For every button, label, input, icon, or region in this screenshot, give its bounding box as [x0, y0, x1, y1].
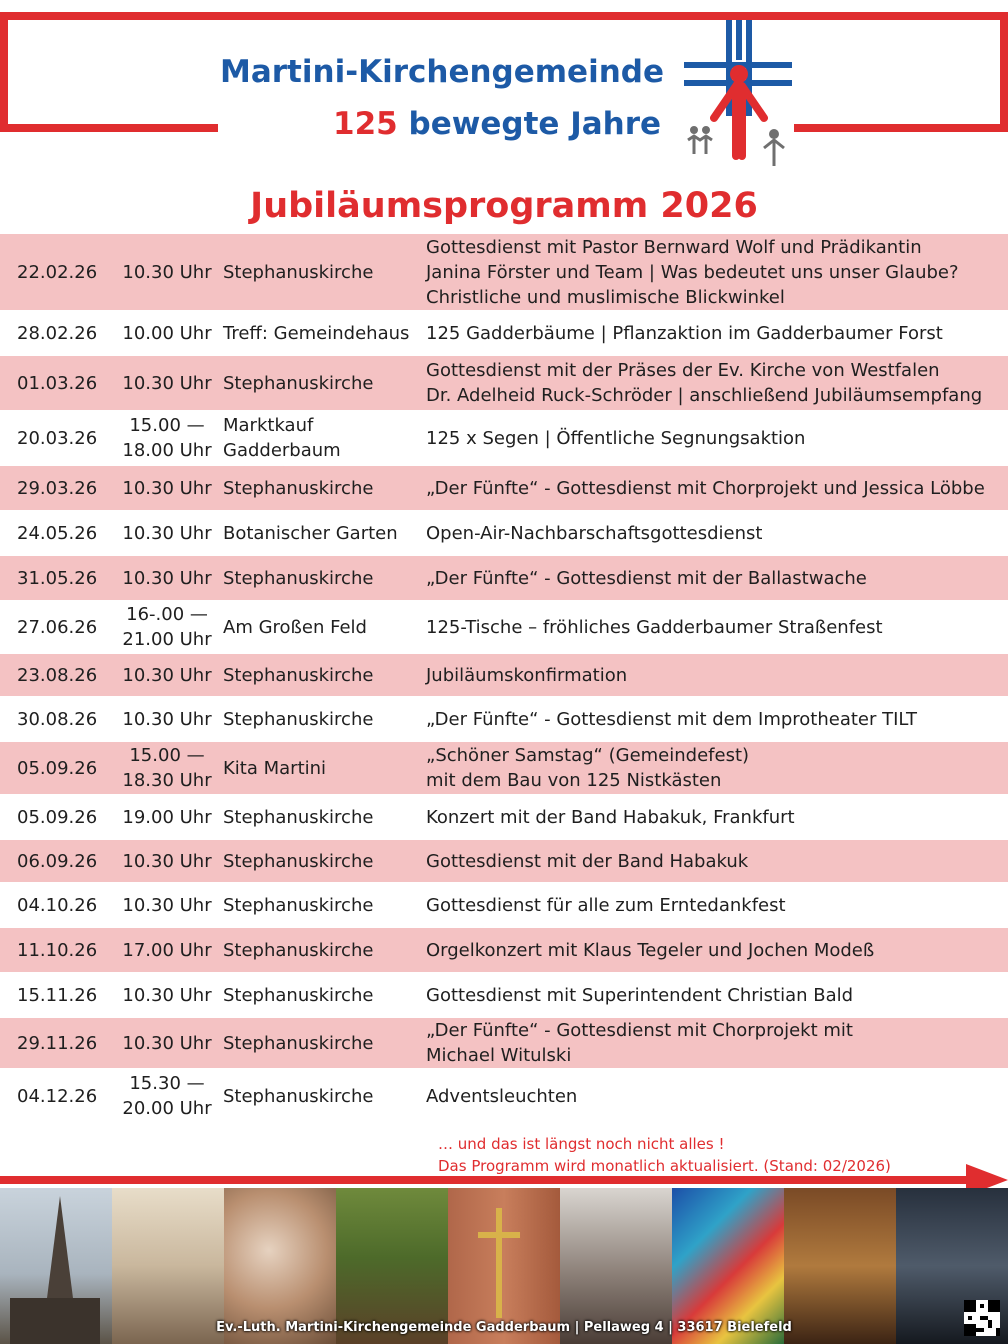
event-time: 10.30 Uhr	[122, 984, 212, 1006]
event-place: Stephanuskirche	[223, 939, 374, 961]
event-place: Marktkauf Gadderbaum	[223, 415, 341, 461]
event-time: 10.30 Uhr	[122, 261, 212, 283]
event-description: Orgelkonzert mit Klaus Tegeler und Jochen Modeß	[426, 939, 875, 961]
event-date: 22.02.26	[17, 261, 98, 283]
event-date: 28.02.26	[17, 322, 98, 344]
event-date: 20.03.26	[17, 427, 98, 449]
event-description: Gottesdienst für alle zum Erntedankfest	[426, 894, 786, 916]
event-place: Stephanuskirche	[223, 894, 374, 916]
header-frame-bottom-left	[0, 124, 218, 132]
event-time: 10.30 Uhr	[122, 1032, 212, 1054]
event-place: Stephanuskirche	[223, 567, 374, 589]
event-row	[0, 974, 1008, 1016]
event-date: 23.08.26	[17, 664, 98, 686]
event-date: 01.03.26	[17, 372, 98, 394]
event-place: Stephanuskirche	[223, 806, 374, 828]
event-description: 125 Gadderbäume | Pflanzaktion im Gadderbaumer Forst	[426, 322, 943, 344]
event-description: Gottesdienst mit Pastor Bernward Wolf und Prädikantin Janina Förster und Team | Was bedeutet uns unser Glaube? Christliche und muslimische Blickwinkel	[426, 236, 959, 308]
event-date: 29.03.26	[17, 477, 98, 499]
event-description: Gottesdienst mit der Präses der Ev. Kirche von Westfalen Dr. Adelheid Ruck-Schröder | anschließend Jubiläumsempfang	[426, 360, 983, 406]
event-time: 15.00 — 18.30 Uhr	[122, 745, 212, 791]
event-row	[0, 356, 1008, 410]
event-row	[0, 796, 1008, 838]
event-time: 19.00 Uhr	[122, 806, 212, 828]
event-time: 17.00 Uhr	[122, 939, 212, 961]
event-date: 30.08.26	[17, 708, 98, 730]
event-place: Stephanuskirche	[223, 984, 374, 1006]
event-time: 10.30 Uhr	[122, 522, 212, 544]
header-frame-right	[1000, 12, 1008, 132]
event-date: 31.05.26	[17, 567, 98, 589]
event-row	[0, 556, 1008, 600]
event-row	[0, 742, 1008, 794]
event-place: Kita Martini	[223, 757, 327, 779]
event-description: „Der Fünfte“ - Gottesdienst mit dem Improtheater TILT	[426, 708, 917, 730]
program-heading: Jubiläumsprogramm 2026	[250, 186, 758, 226]
event-place: Stephanuskirche	[223, 1085, 374, 1107]
event-row	[0, 512, 1008, 554]
event-row	[0, 928, 1008, 972]
event-place: Stephanuskirche	[223, 664, 374, 686]
event-row	[0, 884, 1008, 926]
event-date: 15.11.26	[17, 984, 98, 1006]
church-cross-logo-icon	[684, 20, 794, 168]
event-date: 29.11.26	[17, 1032, 98, 1054]
event-description: Konzert mit der Band Habakuk, Frankfurt	[426, 806, 795, 828]
event-time: 15.30 — 20.00 Uhr	[122, 1073, 212, 1119]
event-date: 04.10.26	[17, 894, 98, 916]
header-frame-left	[0, 12, 8, 132]
arrow-bar	[0, 1176, 970, 1184]
row-gap	[0, 1122, 1008, 1124]
event-date: 27.06.26	[17, 616, 98, 638]
event-place: Am Großen Feld	[223, 616, 367, 638]
event-place: Stephanuskirche	[223, 850, 374, 872]
event-description: Adventsleuchten	[426, 1085, 578, 1107]
event-time: 10.00 Uhr	[122, 322, 212, 344]
event-place: Botanischer Garten	[223, 522, 398, 544]
event-row	[0, 234, 1008, 310]
event-description: 125-Tische – fröhliches Gadderbaumer Straßenfest	[426, 616, 883, 638]
event-row	[0, 1070, 1008, 1122]
event-description: „Der Fünfte“ - Gottesdienst mit der Ballastwache	[426, 567, 867, 589]
event-time: 10.30 Uhr	[122, 477, 212, 499]
event-date: 24.05.26	[17, 522, 98, 544]
footer-address: Ev.-Luth. Martini-Kirchengemeinde Gadderbaum | Pellaweg 4 | 33617 Bielefeld	[216, 1320, 792, 1335]
event-date: 06.09.26	[17, 850, 98, 872]
event-row	[0, 840, 1008, 882]
anniversary-subtitle: 125 bewegte Jahre	[333, 106, 662, 142]
header-frame-bottom-right	[790, 124, 1008, 132]
parish-title: Martini-Kirchengemeinde	[220, 54, 664, 90]
event-time: 10.30 Uhr	[122, 894, 212, 916]
event-date: 04.12.26	[17, 1085, 98, 1107]
event-description: Gottesdienst mit der Band Habakuk	[426, 850, 749, 872]
update-note: … und das ist längst noch nicht alles ! Das Programm wird monatlich aktualisiert. (Stand: 02/2026)	[438, 1135, 891, 1175]
event-place: Stephanuskirche	[223, 708, 374, 730]
event-place: Stephanuskirche	[223, 372, 374, 394]
event-place: Stephanuskirche	[223, 477, 374, 499]
event-description: „Der Fünfte“ - Gottesdienst mit Chorprojekt und Jessica Löbbe	[426, 477, 985, 499]
event-row	[0, 1018, 1008, 1068]
event-row	[0, 312, 1008, 354]
event-date: 05.09.26	[17, 757, 98, 779]
event-time: 10.30 Uhr	[122, 708, 212, 730]
event-place: Stephanuskirche	[223, 1032, 374, 1054]
event-row	[0, 412, 1008, 464]
event-time: 16-.00 — 21.00 Uhr	[122, 604, 212, 650]
event-time: 10.30 Uhr	[122, 664, 212, 686]
event-place: Stephanuskirche	[223, 261, 374, 283]
event-row	[0, 654, 1008, 696]
event-description: „Der Fünfte“ - Gottesdienst mit Chorprojekt mit Michael Witulski	[426, 1020, 853, 1066]
event-description: „Schöner Samstag“ (Gemeindefest) mit dem Bau von 125 Nistkästen	[426, 745, 750, 791]
event-time: 10.30 Uhr	[122, 372, 212, 394]
event-description: 125 x Segen | Öffentliche Segnungsaktion	[426, 427, 806, 449]
event-description: Gottesdienst mit Superintendent Christian Bald	[426, 984, 854, 1006]
event-description: Open-Air-Nachbarschaftsgottesdienst	[426, 522, 763, 544]
event-time: 10.30 Uhr	[122, 567, 212, 589]
event-table	[0, 234, 1008, 1124]
event-date: 11.10.26	[17, 939, 98, 961]
event-row	[0, 466, 1008, 510]
event-time: 15.00 — 18.00 Uhr	[122, 415, 212, 461]
event-time: 10.30 Uhr	[122, 850, 212, 872]
event-row	[0, 698, 1008, 740]
event-place: Treff: Gemeindehaus	[223, 322, 410, 344]
event-date: 05.09.26	[17, 806, 98, 828]
header-frame-top	[0, 12, 1008, 20]
event-row	[0, 602, 1008, 652]
event-description: Jubiläumskonfirmation	[426, 664, 628, 686]
